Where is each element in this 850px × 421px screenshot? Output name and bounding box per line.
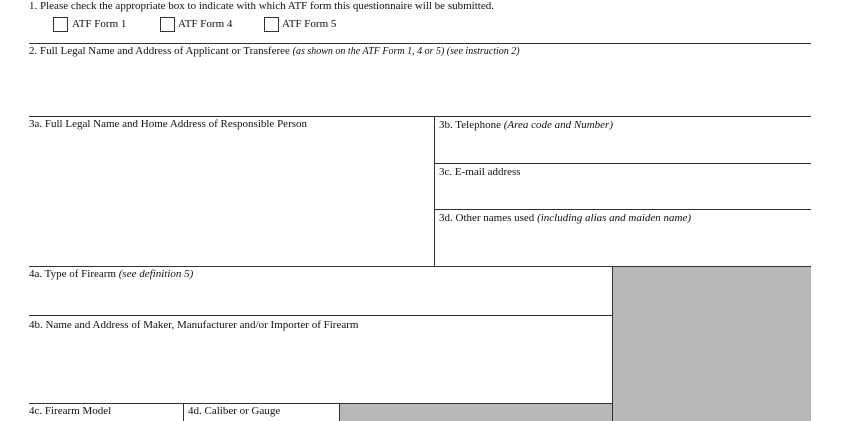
q2-label <box>29 45 520 58</box>
atf-form-5-checkbox[interactable] <box>264 17 279 32</box>
firearm-type-field[interactable] <box>29 283 612 314</box>
email-field[interactable] <box>436 181 811 208</box>
q4a-label <box>29 268 193 281</box>
q4c-label: 4c. Firearm Model <box>29 405 112 417</box>
atf-form-4-checkbox[interactable] <box>160 17 175 32</box>
firearm-model-field[interactable] <box>29 405 183 421</box>
q3a-label: 3a. Full Legal Name and Home Address of Responsible Person <box>29 118 308 130</box>
q3d-label-note: (including alias and maiden name) <box>537 212 692 224</box>
q4d-label: 4d. Caliber or Gauge <box>188 405 281 417</box>
q2-label-text: 2. Full Legal Name and Address of Applicant or Transferee <box>29 45 290 57</box>
telephone-field[interactable] <box>436 134 811 162</box>
divider <box>435 209 811 210</box>
atf-form-1-label: ATF Form 1 <box>72 18 127 30</box>
divider <box>29 116 811 117</box>
q3c-label: 3c. E-mail address <box>439 166 521 178</box>
q4a-label-note: (see definition 5) <box>118 268 194 280</box>
applicant-name-address-field[interactable] <box>29 60 811 115</box>
q2-label-note: (as shown on the ATF Form 1, 4 or 5) (see instruction 2) <box>292 46 520 57</box>
atf-form-5-label: ATF Form 5 <box>282 18 337 30</box>
q3d-label <box>439 212 691 225</box>
atf-form-1-checkbox[interactable] <box>53 17 68 32</box>
q3b-label <box>439 119 613 132</box>
divider <box>29 315 612 316</box>
q3b-label-text: 3b. Telephone <box>439 119 501 131</box>
maker-name-address-field[interactable] <box>29 334 612 402</box>
divider <box>435 163 811 164</box>
divider <box>29 43 811 44</box>
atf-form-4-label: ATF Form 4 <box>178 18 233 30</box>
shaded-area <box>340 404 612 421</box>
q3b-label-note: (Area code and Number) <box>503 119 613 131</box>
divider <box>434 116 435 267</box>
divider <box>612 266 613 421</box>
q4b-label: 4b. Name and Address of Maker, Manufacturer and/or Importer of Firearm <box>29 319 359 331</box>
q1-label: 1. Please check the appropriate box to indicate with which ATF form this questionnaire will be submitted. <box>29 0 494 12</box>
other-names-field[interactable] <box>436 227 811 265</box>
q4a-label-text: 4a. Type of Firearm <box>29 268 117 280</box>
responsible-person-name-address-field[interactable] <box>29 133 434 266</box>
caliber-gauge-field[interactable] <box>184 405 339 421</box>
q3d-label-text: 3d. Other names used <box>439 212 535 224</box>
shaded-area <box>613 267 811 421</box>
